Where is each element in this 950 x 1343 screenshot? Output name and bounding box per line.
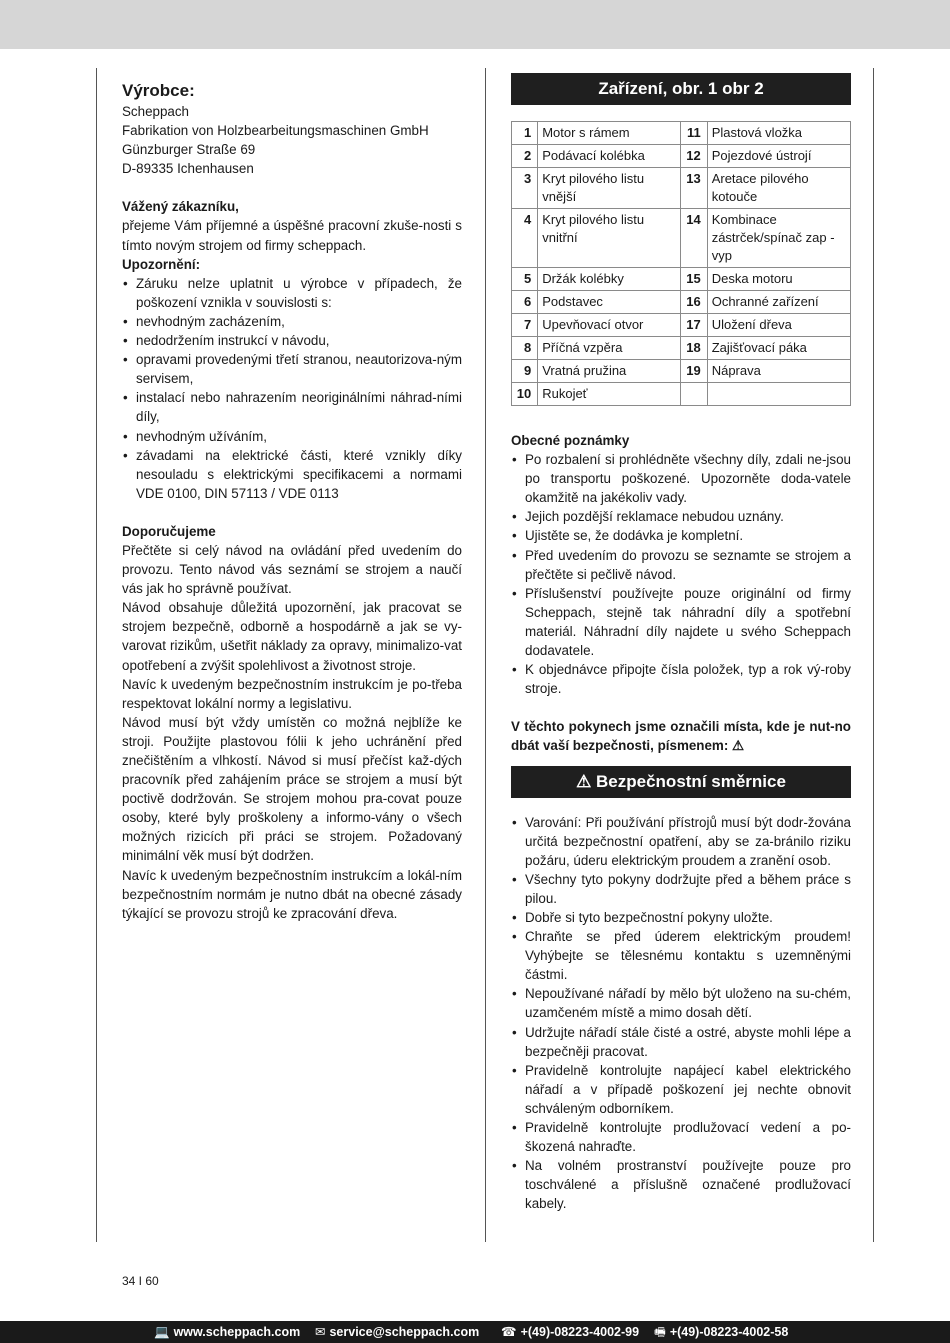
safety-list bbox=[511, 813, 851, 1214]
part-number: 12 bbox=[681, 145, 707, 168]
part-number: 9 bbox=[512, 360, 538, 383]
recommend-paragraph: Návod obsahuje důležitá upozornění, jak pracovat se strojem bezpečně, odborně a hospodárně a jak se vy-varovat rizikům, ušetřit náklady za opravy, minimalizo-vat opotřebení a zvýšit spolehlivost a životnost stroje. bbox=[122, 600, 462, 673]
table-row bbox=[512, 360, 851, 383]
part-number: 8 bbox=[512, 337, 538, 360]
recommend-paragraph: Přečtěte si celý návod na ovládání před uvedením do provozu. Tento návod vás seznámí se strojem a naučí vás jak ho správně používat. bbox=[122, 542, 462, 597]
manufacturer-line: D-89335 Ichenhausen bbox=[122, 161, 254, 177]
part-name: Ochranné zařízení bbox=[707, 291, 850, 314]
part-number bbox=[681, 383, 707, 406]
part-number: 3 bbox=[512, 168, 538, 209]
list-item: • závadami na elektrické části, které vznikly díky nesouladu s elektrickými specifikacemi a normami VDE 0100, DIN 57113 / VDE 0113 bbox=[122, 446, 462, 503]
customer-text: přejeme Vám příjemné a úspěšné pracovní zkuše-nosti s tímto novým strojem od firmy scheppach. bbox=[122, 218, 462, 253]
list-item: • Chraňte se před úderem elektrickým proudem! Vyhýbejte se tělesnému kontaktu s uzemněnými částmi. bbox=[511, 927, 851, 984]
list-item: • Na volném prostranství používejte pouze pro toschválené a příslušně označené prodlužovací kabely. bbox=[511, 1156, 851, 1213]
recommend-paragraph: Navíc k uvedeným bezpečnostním instrukcím a lokál-ním bezpečnostním normám je nutno dbát na obecné zásady týkající se provozu strojů ke zpracování dřeva. bbox=[122, 867, 462, 921]
table-row bbox=[512, 337, 851, 360]
right-column bbox=[511, 73, 851, 1213]
part-name: Kombinace zástrček/spínač zap - vyp bbox=[707, 209, 850, 268]
list-item: • Před uvedením do provozu se seznamte se strojem a přečtěte si pečlivě návod. bbox=[511, 546, 851, 584]
part-number: 5 bbox=[512, 268, 538, 291]
part-name: Plastová vložka bbox=[707, 122, 850, 145]
list-item: • nevhodným užíváním, bbox=[122, 427, 462, 446]
part-name: Uložení dřeva bbox=[707, 314, 850, 337]
table-row bbox=[512, 314, 851, 337]
list-item: • opravami provedenými třetí stranou, neautorizova-ným servisem, bbox=[122, 350, 462, 388]
list-item: • Všechny tyto pokyny dodržujte před a během práce s pilou. bbox=[511, 870, 851, 908]
part-number: 15 bbox=[681, 268, 707, 291]
list-item: • Pravidelně kontrolujte napájecí kabel elektrického nářadí a v případě poškození jej nechte obnovit schváleným odborníkem. bbox=[511, 1061, 851, 1118]
part-name: Držák kolébky bbox=[538, 268, 681, 291]
right-margin-rule bbox=[873, 68, 874, 1242]
header-band bbox=[0, 0, 950, 49]
phone-icon: ☎ bbox=[501, 1325, 517, 1339]
part-number: 19 bbox=[681, 360, 707, 383]
part-name: Podstavec bbox=[538, 291, 681, 314]
part-name: Kryt pilového listu vnitřní bbox=[538, 209, 681, 268]
part-name: Zajišťovací páka bbox=[707, 337, 850, 360]
part-name: Vratná pružina bbox=[538, 360, 681, 383]
table-row bbox=[512, 168, 851, 209]
phone-number: +(49)-08223-4002-99 bbox=[520, 1325, 640, 1339]
email-link[interactable]: service@scheppach.com bbox=[329, 1325, 480, 1339]
part-name: Náprava bbox=[707, 360, 850, 383]
fax-icon: 🖷 bbox=[654, 1325, 666, 1339]
footer-fax bbox=[654, 1321, 788, 1343]
list-item: • Udržujte nářadí stále čisté a ostré, abyste mohli lépe a bezpečněji pracovat. bbox=[511, 1023, 851, 1061]
list-item: • Jejich pozdější reklamace nebudou uznány. bbox=[511, 507, 851, 526]
list-item: • Záruku nelze uplatnit u výrobce v případech, že poškození vznikla v souvislosti s: bbox=[122, 274, 462, 312]
part-name: Kryt pilového listu vnější bbox=[538, 168, 681, 209]
part-name: Motor s rámem bbox=[538, 122, 681, 145]
part-name: Rukojeť bbox=[538, 383, 681, 406]
table-row bbox=[512, 145, 851, 168]
list-item: • Po rozbalení si prohlédněte všechny díly, zdali ne-jsou po transportu poškozené. Upozorněte doda-vatele okamžitě na jakékoliv vady. bbox=[511, 450, 851, 507]
customer-greeting: Vážený zákazníku, bbox=[122, 199, 239, 215]
part-number: 13 bbox=[681, 168, 707, 209]
footer-bar bbox=[0, 1321, 950, 1343]
part-number: 17 bbox=[681, 314, 707, 337]
recommend-heading: Doporučujeme bbox=[122, 523, 216, 539]
safety-marking-note: V těchto pokynech jsme označili místa, kde je nut-no dbát vaší bezpečnosti, písmenem: ⚠ bbox=[511, 719, 851, 754]
table-row bbox=[512, 122, 851, 145]
general-heading: Obecné poznámky bbox=[511, 433, 630, 448]
manufacturer-line: Fabrikation von Holzbearbeitungsmaschinen GmbH bbox=[122, 123, 429, 139]
page-number: 34 I 60 bbox=[122, 1274, 159, 1288]
list-item: • Příslušenství používejte pouze originální od firmy Scheppach, stejně tak náhradní díly a spotřební materiál. Náhradní díly najdete u svého Scheppach dodavatele. bbox=[511, 584, 851, 660]
part-number: 14 bbox=[681, 209, 707, 268]
manufacturer-line: Scheppach bbox=[122, 104, 190, 119]
part-number: 16 bbox=[681, 291, 707, 314]
list-item: • nedodržením instrukcí v návodu, bbox=[122, 331, 462, 350]
table-row bbox=[512, 383, 851, 406]
part-number: 11 bbox=[681, 122, 707, 145]
part-name: Pojezdové ústrojí bbox=[707, 145, 850, 168]
list-item: • Ujistěte se, že dodávka je kompletní. bbox=[511, 526, 851, 545]
manufacturer-line: Günzburger Straße 69 bbox=[122, 142, 256, 158]
warranty-list bbox=[122, 274, 462, 503]
parts-table bbox=[511, 121, 851, 406]
equipment-heading: Zařízení, obr. 1 obr 2 bbox=[511, 73, 851, 105]
general-list bbox=[511, 450, 851, 698]
part-name bbox=[707, 383, 850, 406]
part-name: Podávací kolébka bbox=[538, 145, 681, 168]
recommend-paragraph: Navíc k uvedeným bezpečnostním instrukcím je po-třeba respektovat lokální normy a legislativu. bbox=[122, 676, 462, 711]
mail-icon: ✉ bbox=[315, 1325, 326, 1339]
footer-email[interactable] bbox=[315, 1321, 479, 1343]
list-item: • Pravidelně kontrolujte prodlužovací vedení a po-škozená nahraďte. bbox=[511, 1118, 851, 1156]
fax-number: +(49)-08223-4002-58 bbox=[669, 1325, 789, 1339]
list-item: • instalací nebo nahrazením neoriginálními náhrad-ními díly, bbox=[122, 388, 462, 426]
recommend-paragraph: Návod musí být vždy umístěn co možná nejblíže ke stroji. Použijte plastovou fólii k jeho uchránění před znečištěním a vlhkostí. Návod si musí přečíst kaž-dých pracovník před zahájením práce se strojem a musí být poctivě dodržován. Se strojem mohou pra-covat pouze osoby, které byly proškoleny a informo-vány o všech možných rizicích při práci se strojem. Požadovaný minimální věk musí být dodržen. bbox=[122, 714, 462, 864]
part-name: Deska motoru bbox=[707, 268, 850, 291]
list-item: • Varování: Při používání přístrojů musí být dodr-žována určitá bezpečnostní opatření, aby se za-bránilo riziku požáru, úderu elektrickým proudem a zranění osob. bbox=[511, 813, 851, 870]
part-number: 2 bbox=[512, 145, 538, 168]
list-item: • nevhodným zacházením, bbox=[122, 312, 462, 331]
table-row bbox=[512, 209, 851, 268]
table-row bbox=[512, 291, 851, 314]
computer-icon: 💻 bbox=[154, 1325, 170, 1339]
notice-heading: Upozornění: bbox=[122, 256, 201, 272]
left-column bbox=[122, 80, 462, 923]
part-number: 10 bbox=[512, 383, 538, 406]
left-margin-rule bbox=[96, 68, 97, 1242]
part-name: Upevňovací otvor bbox=[538, 314, 681, 337]
part-number: 7 bbox=[512, 314, 538, 337]
manufacturer-heading: Výrobce: bbox=[122, 81, 195, 100]
list-item: • Nepoužívané nářadí by mělo být uloženo na su-chém, uzamčeném místě a mimo dosah dětí. bbox=[511, 984, 851, 1022]
footer-website[interactable] bbox=[154, 1321, 300, 1343]
column-divider bbox=[485, 68, 486, 1242]
safety-heading: ⚠ Bezpečnostní směrnice bbox=[511, 766, 851, 798]
part-number: 4 bbox=[512, 209, 538, 268]
part-number: 6 bbox=[512, 291, 538, 314]
footer-phone bbox=[501, 1321, 639, 1343]
list-item: • K objednávce připojte čísla položek, typ a rok vý-roby stroje. bbox=[511, 660, 851, 698]
part-number: 18 bbox=[681, 337, 707, 360]
table-row bbox=[512, 268, 851, 291]
part-number: 1 bbox=[512, 122, 538, 145]
part-name: Aretace pilového kotouče bbox=[707, 168, 850, 209]
part-name: Příčná vzpěra bbox=[538, 337, 681, 360]
website-link[interactable]: www.scheppach.com bbox=[173, 1325, 301, 1339]
list-item: • Dobře si tyto bezpečnostní pokyny uložte. bbox=[511, 908, 851, 927]
